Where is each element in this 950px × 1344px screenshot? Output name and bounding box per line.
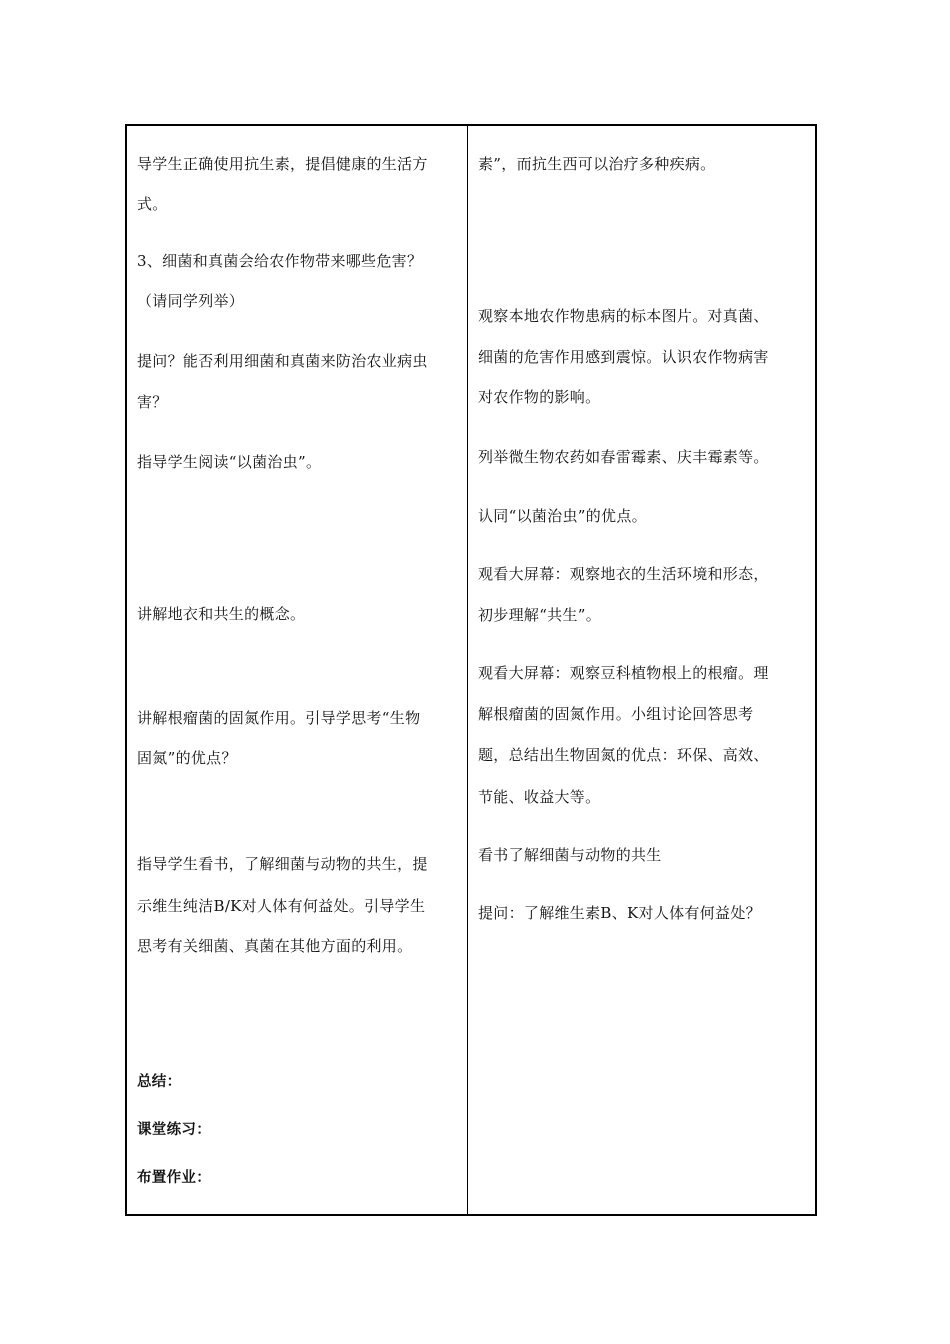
left-line: 思考有关细菌、真菌在其他方面的利用。 [137,937,413,955]
left-line: 害？ [137,393,168,411]
right-line: 列举微生物农药如春雷霉素、庆丰霉素等。 [478,448,769,466]
right-line: 素”，而抗生西可以治疗多种疾病。 [478,155,716,173]
left-line: 式。 [137,195,168,213]
right-line: 观看大屏幕：观察豆科植物根上的根瘤。理 [478,664,769,682]
right-line: 解根瘤菌的固氮作用。小组讨论回答思考 [478,705,754,723]
right-line: 认同“以菌治虫”的优点。 [478,507,647,525]
left-line: （请同学列举） [137,292,245,310]
homework-label: 布置作业： [137,1170,211,1186]
left-line: 提问？能否利用细菌和真菌来防治农业病虫 [137,352,428,370]
right-line: 对农作物的影响。 [478,388,601,406]
left-line: 指导学生看书，了解细菌与动物的共生，提 [137,855,428,873]
right-line: 看书了解细菌与动物的共生 [478,846,662,864]
right-line: 观察本地农作物患病的标本图片。对真菌、 [478,307,769,325]
summary-label: 总结： [137,1074,182,1090]
left-line: 指导学生阅读“以菌治虫”。 [137,453,322,471]
left-line: 3、细菌和真菌会给农作物带来哪些危害？ [137,252,423,270]
left-line: 示维生纯洁B/K对人体有何益处。引导学生 [137,897,426,915]
left-line: 导学生正确使用抗生素，提倡健康的生活方 [137,155,428,173]
right-line: 节能、收益大等。 [478,788,601,806]
exercise-label: 课堂练习： [137,1122,211,1138]
right-line: 初步理解“共生”。 [478,606,602,624]
right-line: 细菌的危害作用感到震惊。认识农作物病害 [478,348,769,366]
left-line: 讲解根瘤菌的固氮作用。引导学思考“生物 [137,709,421,727]
right-line: 提问：了解维生素B、K对人体有何益处？ [478,904,761,922]
left-line: 固氮”的优点？ [137,749,237,767]
right-line: 题，总结出生物固氮的优点：环保、高效、 [478,746,769,764]
lesson-plan-table [125,124,817,1216]
right-line: 观看大屏幕：观察地衣的生活环境和形态， [478,565,769,583]
left-line: 讲解地衣和共生的概念。 [137,605,306,623]
column-divider [467,126,468,1214]
